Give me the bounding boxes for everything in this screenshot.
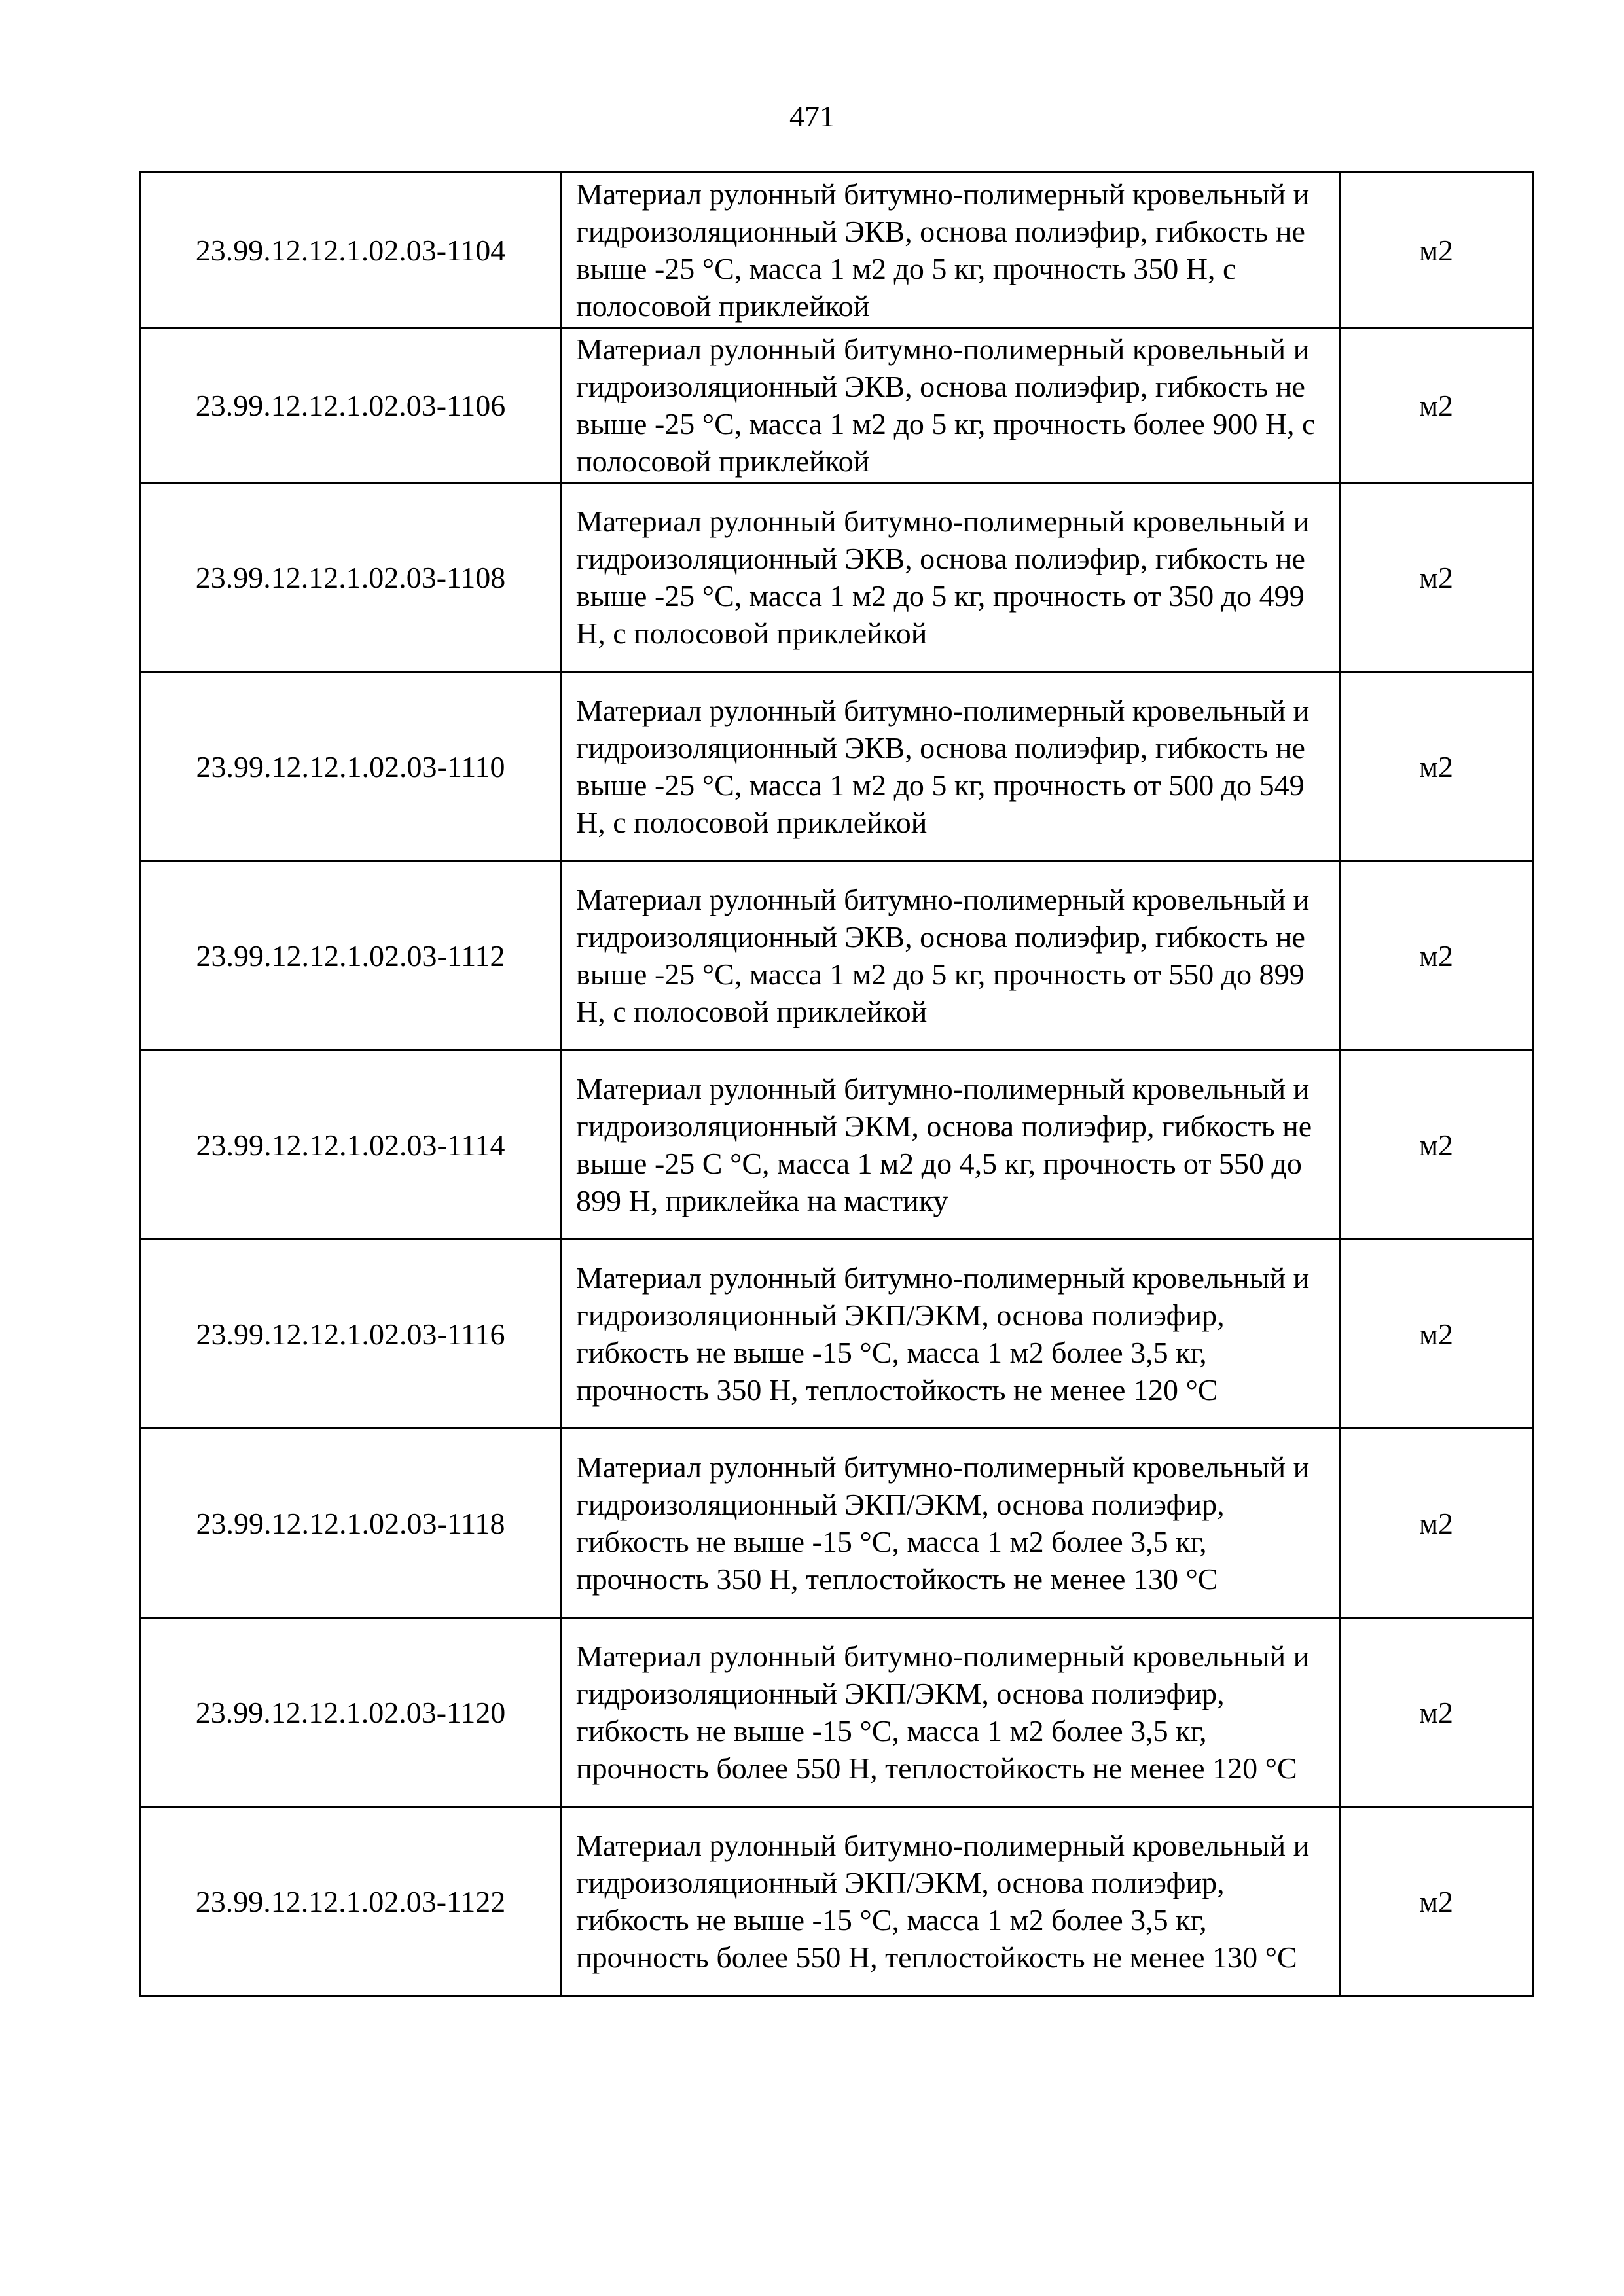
material-code: 23.99.12.12.1.02.03-1118 — [141, 1429, 561, 1618]
material-code: 23.99.12.12.1.02.03-1112 — [141, 861, 561, 1050]
materials-table — [139, 171, 1534, 1997]
table-row — [141, 1429, 1533, 1618]
material-code: 23.99.12.12.1.02.03-1116 — [141, 1240, 561, 1429]
material-description: Материал рулонный битумно-полимерный кровельный и гидроизоляционный ЭКП/ЭКМ, основа полиэфир, гибкость не выше -15 °С, масса 1 м2 более 3,5 кг, прочность 350 Н, теплостойкость не менее 120 °С — [561, 1240, 1340, 1429]
table-row — [141, 861, 1533, 1050]
material-description: Материал рулонный битумно-полимерный кровельный и гидроизоляционный ЭКМ, основа полиэфир, гибкость не выше -25 С °С, масса 1 м2 до 4,5 кг, прочность от 550 до 899 Н, приклейка на мастику — [561, 1050, 1340, 1240]
page-number: 471 — [789, 99, 835, 133]
material-description: Материал рулонный битумно-полимерный кровельный и гидроизоляционный ЭКП/ЭКМ, основа полиэфир, гибкость не выше -15 °С, масса 1 м2 более 3,5 кг, прочность более 550 Н, теплостойкость не менее 120 °С — [561, 1618, 1340, 1807]
table-row — [141, 1240, 1533, 1429]
unit-of-measure: м2 — [1340, 483, 1533, 672]
unit-of-measure: м2 — [1340, 1050, 1533, 1240]
material-code: 23.99.12.12.1.02.03-1122 — [141, 1807, 561, 1996]
material-description: Материал рулонный битумно-полимерный кровельный и гидроизоляционный ЭКВ, основа полиэфир, гибкость не выше -25 °С, масса 1 м2 до 5 кг, прочность от 500 до 549 Н, с полосовой приклейкой — [561, 672, 1340, 861]
material-code: 23.99.12.12.1.02.03-1114 — [141, 1050, 561, 1240]
unit-of-measure: м2 — [1340, 173, 1533, 328]
table-row — [141, 672, 1533, 861]
table-row — [141, 173, 1533, 328]
unit-of-measure: м2 — [1340, 861, 1533, 1050]
table-row — [141, 483, 1533, 672]
unit-of-measure: м2 — [1340, 1429, 1533, 1618]
unit-of-measure: м2 — [1340, 1240, 1533, 1429]
unit-of-measure: м2 — [1340, 1618, 1533, 1807]
material-code: 23.99.12.12.1.02.03-1104 — [141, 173, 561, 328]
table-row — [141, 1807, 1533, 1996]
material-code: 23.99.12.12.1.02.03-1108 — [141, 483, 561, 672]
unit-of-measure: м2 — [1340, 672, 1533, 861]
material-description: Материал рулонный битумно-полимерный кровельный и гидроизоляционный ЭКП/ЭКМ, основа полиэфир, гибкость не выше -15 °С, масса 1 м2 более 3,5 кг, прочность 350 Н, теплостойкость не менее 130 °С — [561, 1429, 1340, 1618]
material-code: 23.99.12.12.1.02.03-1110 — [141, 672, 561, 861]
material-description: Материал рулонный битумно-полимерный кровельный и гидроизоляционный ЭКВ, основа полиэфир, гибкость не выше -25 °С, масса 1 м2 до 5 кг, прочность от 350 до 499 Н, с полосовой приклейкой — [561, 483, 1340, 672]
table-row — [141, 1618, 1533, 1807]
material-description: Материал рулонный битумно-полимерный кровельный и гидроизоляционный ЭКВ, основа полиэфир, гибкость не выше -25 °С, масса 1 м2 до 5 кг, прочность 350 Н, с полосовой приклейкой — [561, 173, 1340, 328]
unit-of-measure: м2 — [1340, 1807, 1533, 1996]
unit-of-measure: м2 — [1340, 328, 1533, 483]
material-code: 23.99.12.12.1.02.03-1106 — [141, 328, 561, 483]
materials-table-body — [141, 173, 1533, 1996]
table-row — [141, 328, 1533, 483]
material-description: Материал рулонный битумно-полимерный кровельный и гидроизоляционный ЭКВ, основа полиэфир, гибкость не выше -25 °С, масса 1 м2 до 5 кг, прочность более 900 Н, с полосовой приклейкой — [561, 328, 1340, 483]
material-description: Материал рулонный битумно-полимерный кровельный и гидроизоляционный ЭКВ, основа полиэфир, гибкость не выше -25 °С, масса 1 м2 до 5 кг, прочность от 550 до 899 Н, с полосовой приклейкой — [561, 861, 1340, 1050]
material-code: 23.99.12.12.1.02.03-1120 — [141, 1618, 561, 1807]
material-description: Материал рулонный битумно-полимерный кровельный и гидроизоляционный ЭКП/ЭКМ, основа полиэфир, гибкость не выше -15 °С, масса 1 м2 более 3,5 кг, прочность более 550 Н, теплостойкость не менее 130 °С — [561, 1807, 1340, 1996]
table-row — [141, 1050, 1533, 1240]
